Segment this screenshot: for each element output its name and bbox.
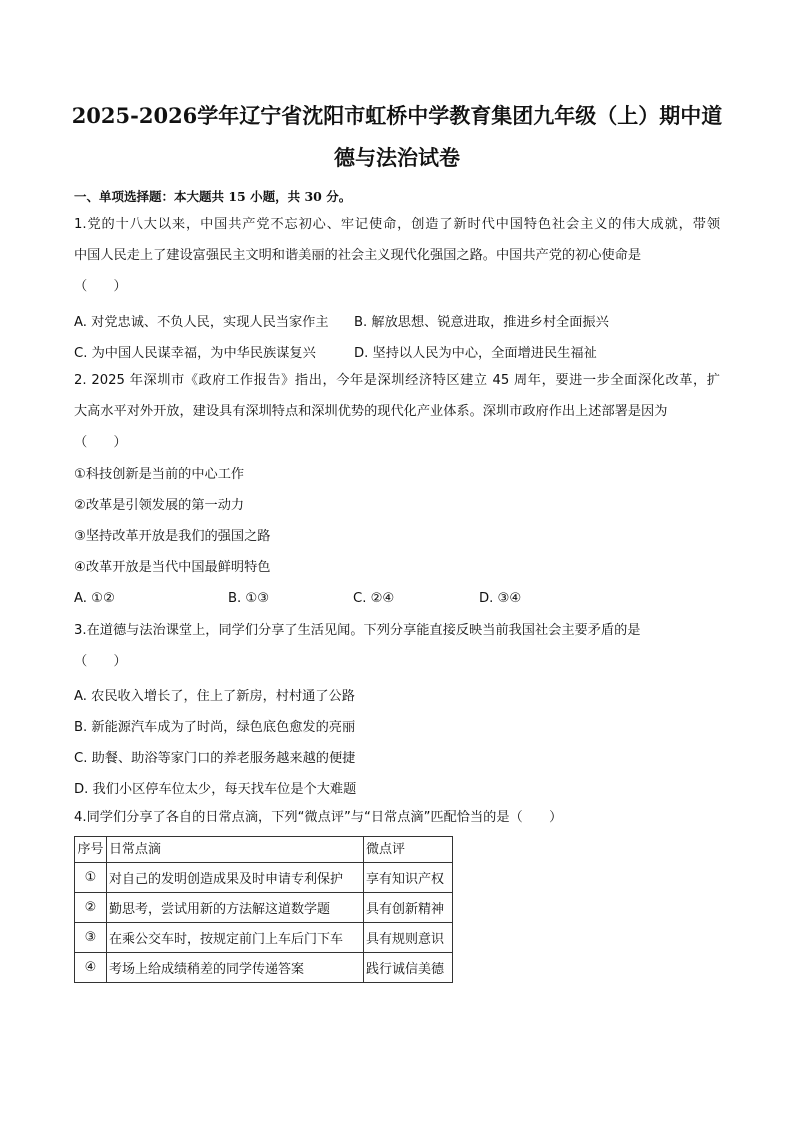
table-cell: 具有规则意识 [364,923,453,953]
q3-option-c[interactable]: C. 助餐、助浴等家门口的养老服务越来越的便捷 [74,751,356,766]
q2-statement-4: ④改革开放是当代中国最鲜明特色 [74,560,271,575]
table-cell: 勤思考，尝试用新的方法解这道数学题 [107,893,364,923]
table-cell: ③ [75,923,107,953]
q2-option-c[interactable]: C. ②④ [353,591,395,606]
q4-matching-table [74,836,453,983]
q2-option-d[interactable]: D. ③④ [479,591,522,606]
table-row [75,923,453,953]
table-header-cell: 日常点滴 [107,837,364,863]
table-header-cell: 微点评 [364,837,453,863]
table-header-cell: 序号 [75,837,107,863]
table-row [75,863,453,893]
table-cell: 对自己的发明创造成果及时申请专利保护 [107,863,364,893]
q3-option-d[interactable]: D. 我们小区停车位太少，每天找车位是个大难题 [74,782,357,797]
q3-option-b[interactable]: B. 新能源汽车成为了时尚，绿色底色愈发的亮丽 [74,720,356,735]
q4-stem-line-1: 4.同学们分享了各自的日常点滴，下列“微点评”与“日常点滴”匹配恰当的是（ ） [74,810,563,825]
table-cell: ② [75,893,107,923]
table-row [75,953,453,983]
table-cell: 享有知识产权 [364,863,453,893]
q1-option-d[interactable]: D. 坚持以人民为中心，全面增进民生福祉 [354,346,597,361]
table-row [75,893,453,923]
q1-option-b[interactable]: B. 解放思想、锐意进取，推进乡村全面振兴 [354,315,609,330]
q2-option-b[interactable]: B. ①③ [228,591,270,606]
section-heading: 一、单项选择题：本大题共 15 小题，共 30 分。 [74,189,352,204]
q2-stem-line-2: 大高水平对外开放，建设具有深圳特点和深圳优势的现代化产业体系。深圳市政府作出上述部署是因为 [74,404,668,419]
q3-answer-blank: （ ） [74,654,127,669]
q1-stem-line-1: 1.党的十八大以来，中国共产党不忘初心、牢记使命，创造了新时代中国特色社会主义的伟大成就，带领 [74,217,720,232]
q1-answer-blank: （ ） [74,279,127,294]
table-cell: ④ [75,953,107,983]
q1-option-c[interactable]: C. 为中国人民谋幸福，为中华民族谋复兴 [74,346,316,361]
table-cell: 具有创新精神 [364,893,453,923]
exam-title-line-2: 德与法治试卷 [334,145,460,170]
q2-statement-3: ③坚持改革开放是我们的强国之路 [74,529,271,544]
table-cell: 在乘公交车时，按规定前门上车后门下车 [107,923,364,953]
q2-option-a[interactable]: A. ①② [74,591,115,606]
q3-option-a[interactable]: A. 农民收入增长了，住上了新房，村村通了公路 [74,689,355,704]
q2-stem-line-1: 2. 2025 年深圳市《政府工作报告》指出，今年是深圳经济特区建立 45 周年，要进一步全面深化改革，扩 [74,373,720,388]
q2-statement-2: ②改革是引领发展的第一动力 [74,498,245,513]
table-header-row [75,837,453,863]
q2-statement-1: ①科技创新是当前的中心工作 [74,467,245,482]
exam-title-line-1: 2025-2026学年辽宁省沈阳市虹桥中学教育集团九年级（上）期中道 [71,103,723,128]
q1-option-a[interactable]: A. 对党忠诚、不负人民，实现人民当家作主 [74,315,329,330]
q1-stem-line-2: 中国人民走上了建设富强民主文明和谐美丽的社会主义现代化强国之路。中国共产党的初心使命是 [74,248,642,263]
q2-answer-blank: （ ） [74,435,127,450]
table-cell: ① [75,863,107,893]
table-cell: 践行诚信美德 [364,953,453,983]
q3-stem-line-1: 3.在道德与法治课堂上，同学们分享了生活见闻。下列分享能直接反映当前我国社会主要矛盾的是 [74,623,641,638]
table-cell: 考场上给成绩稍差的同学传递答案 [107,953,364,983]
